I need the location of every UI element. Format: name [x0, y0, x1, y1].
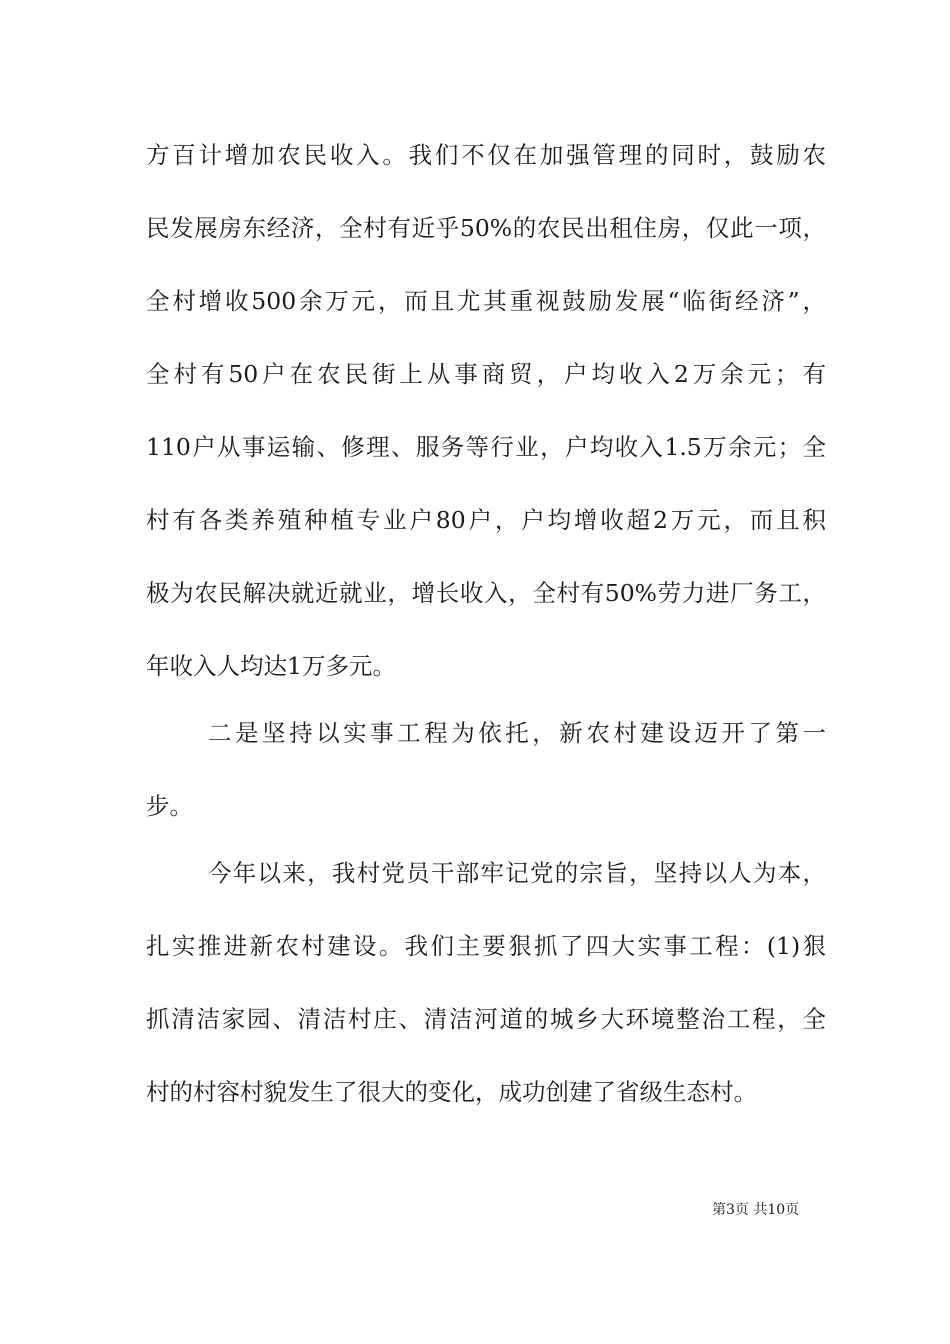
text-line-3: 全村增收500余万元，而且尤其重视鼓励发展“临街经济”， [146, 287, 826, 315]
paragraph-heading-line-1: 二是坚持以实事工程为依托，新农村建设迈开了第一 [208, 719, 826, 747]
text-line-8: 年收入人均达1万多元。 [146, 652, 396, 680]
text-line-13: 抓清洁家园、清洁村庄、清洁河道的城乡大环境整治工程，全 [146, 1005, 826, 1033]
paragraph-heading-line-2: 步。 [146, 792, 193, 820]
text-line-2: 民发展房东经济，全村有近乎50%的农民出租住房，仅此一项， [146, 214, 826, 242]
text-line-11: 今年以来，我村党员干部牢记党的宗旨，坚持以人为本， [208, 859, 826, 887]
text-line-6: 村有各类养殖种植专业户80户，户均增收超2万元，而且积 [146, 506, 826, 534]
text-line-4: 全村有50户在农民街上从事商贸，户均收入2万余元；有 [146, 360, 826, 388]
text-line-5: 110户从事运输、修理、服务等行业，户均收入1.5万余元；全 [146, 433, 826, 461]
text-line-7: 极为农民解决就近就业，增长收入，全村有50%劳力进厂务工， [146, 579, 826, 607]
page-number-footer: 第3页 共10页 [712, 1202, 800, 1218]
text-line-1: 方百计增加农民收入。我们不仅在加强管理的同时，鼓励农 [146, 141, 826, 169]
text-line-12: 扎实推进新农村建设。我们主要狠抓了四大实事工程：(1)狠 [146, 932, 826, 960]
text-line-14: 村的村容村貌发生了很大的变化，成功创建了省级生态村。 [146, 1078, 757, 1106]
